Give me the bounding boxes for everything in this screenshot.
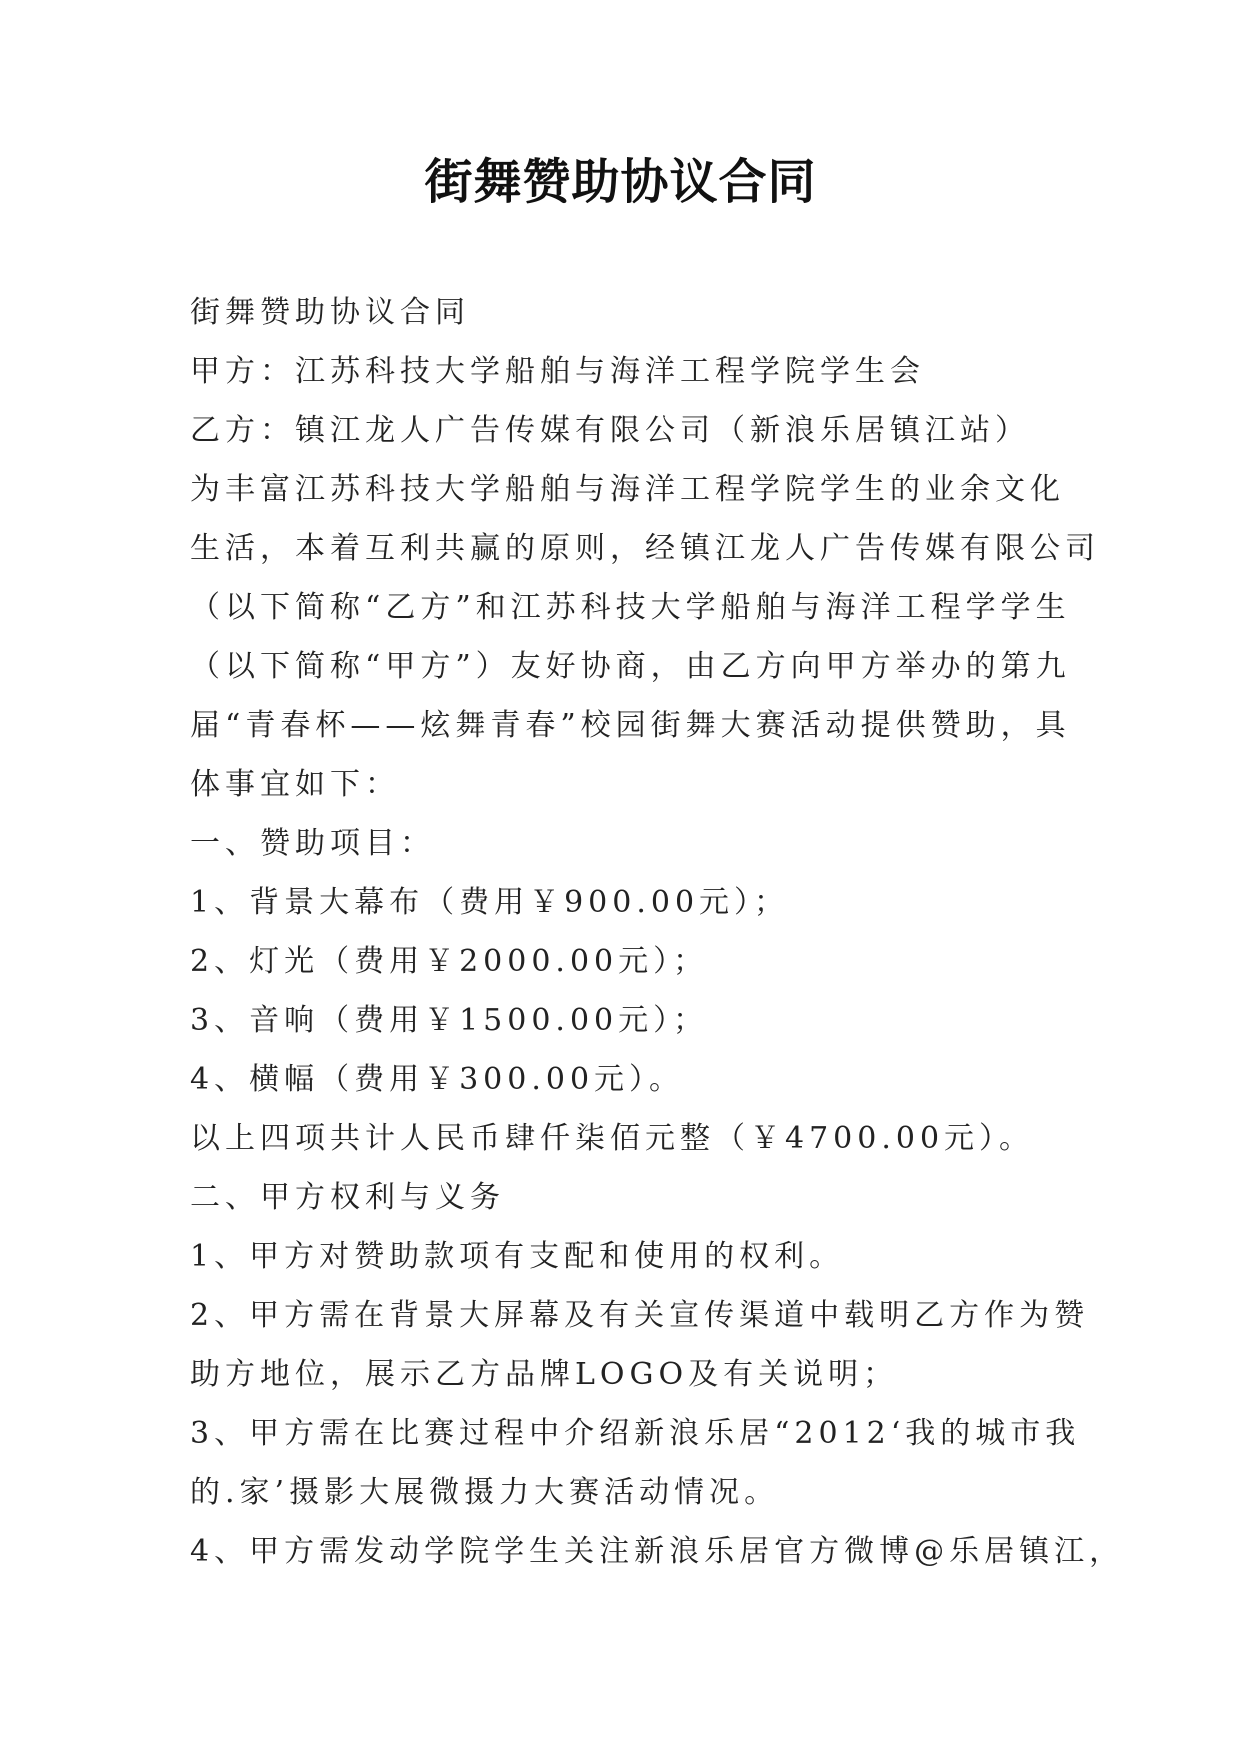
list-item: 2、灯光（费用￥2000.00元）； [190, 944, 709, 979]
document-title: 街舞赞助协议合同 [424, 154, 817, 210]
body-line: 届“青春杯——炫舞青春”校园街舞大赛活动提供赞助，具 [190, 708, 1071, 743]
list-item: 1、背景大幕布（费用￥900.00元）； [190, 885, 790, 920]
document-body [190, 283, 1125, 1581]
body-line: 助方地位，展示乙方品牌LOGO及有关说明； [190, 1357, 899, 1392]
list-item: 3、音响（费用￥1500.00元）； [190, 1003, 709, 1038]
body-line: 的.家’摄影大展微摄力大赛活动情况。 [190, 1475, 780, 1510]
list-item: 4、横幅（费用￥300.00元）。 [190, 1062, 685, 1097]
body-line: 体事宜如下： [190, 767, 400, 802]
list-item: 2、甲方需在背景大屏幕及有关宣传渠道中载明乙方作为赞 [190, 1298, 1090, 1333]
list-item: 3、甲方需在比赛过程中介绍新浪乐居“2012‘我的城市我 [190, 1416, 1081, 1451]
body-line: （以下简称“甲方”）友好协商，由乙方向甲方举办的第九 [190, 649, 1071, 684]
body-line: 乙方：镇江龙人广告传媒有限公司（新浪乐居镇江站） [190, 413, 1030, 448]
list-item: 1、甲方对赞助款项有支配和使用的权利。 [190, 1239, 845, 1274]
body-line: 生活，本着互利共赢的原则，经镇江龙人广告传媒有限公司 [190, 531, 1100, 566]
list-item: 4、甲方需发动学院学生关注新浪乐居官方微博@乐居镇江， [190, 1534, 1125, 1569]
section-heading: 一、赞助项目： [190, 826, 435, 861]
body-line: 为丰富江苏科技大学船舶与海洋工程学院学生的业余文化 [190, 472, 1065, 507]
section-heading: 二、甲方权利与义务 [190, 1180, 505, 1215]
body-line: 街舞赞助协议合同 [190, 295, 470, 330]
body-line: 甲方：江苏科技大学船舶与海洋工程学院学生会 [190, 354, 925, 389]
total-line: 以上四项共计人民币肆仟柒佰元整（￥4700.00元）。 [190, 1121, 1035, 1156]
body-line: （以下简称“乙方”和江苏科技大学船舶与海洋工程学学生 [190, 590, 1071, 625]
